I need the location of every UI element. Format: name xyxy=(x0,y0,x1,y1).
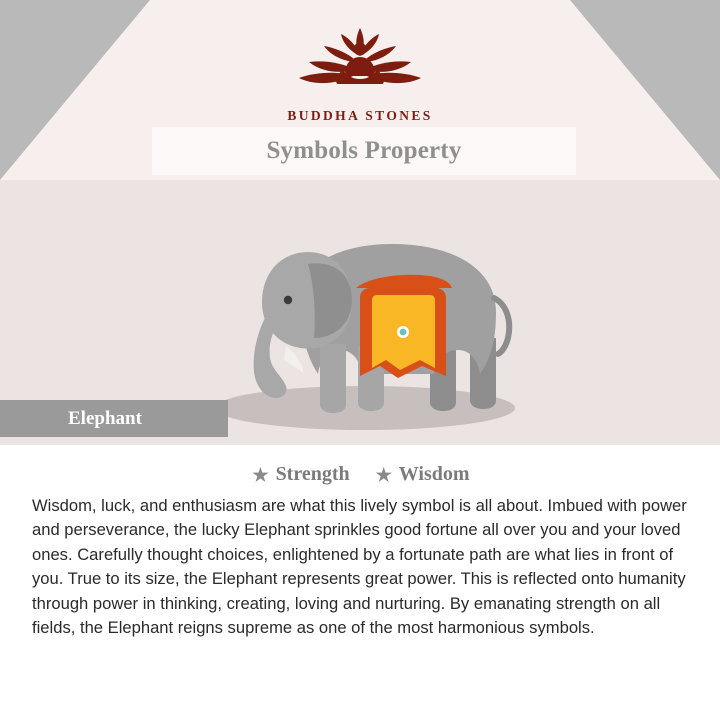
brand-name: BUDDHA STONES xyxy=(287,108,433,123)
keyword-wisdom xyxy=(376,463,470,486)
description-text: Wisdom, luck, and enthusiasm are what this lively symbol is all about. Imbued with power and perseverance, the lucky Elephant sprinkles good fortune all over you and your loved ones. Carefully thought choices, enlightened by a fortunate path are what lies in front of you. True to its size, the Elephant represents great power. This is reflected onto humanity through power in thinking, creating, loving and nurturing. By emanating strength on all fields, the Elephant reigns supreme as one of the most harmonious symbols. xyxy=(32,496,687,637)
title-banner xyxy=(152,127,576,175)
keyword-label: Wisdom xyxy=(398,463,470,485)
lotus-meditation-icon xyxy=(285,22,435,102)
keyword-strength xyxy=(252,463,349,486)
brand-logo xyxy=(0,22,720,124)
keyword-list xyxy=(32,463,690,486)
star-icon: ★ xyxy=(375,464,392,485)
description-panel xyxy=(0,445,720,720)
keyword-label: Strength xyxy=(275,463,350,485)
symbol-label-tab xyxy=(0,400,228,437)
star-icon: ★ xyxy=(252,464,269,485)
symbol-label: Elephant xyxy=(68,407,142,429)
page-title: Symbols Property xyxy=(266,137,462,164)
